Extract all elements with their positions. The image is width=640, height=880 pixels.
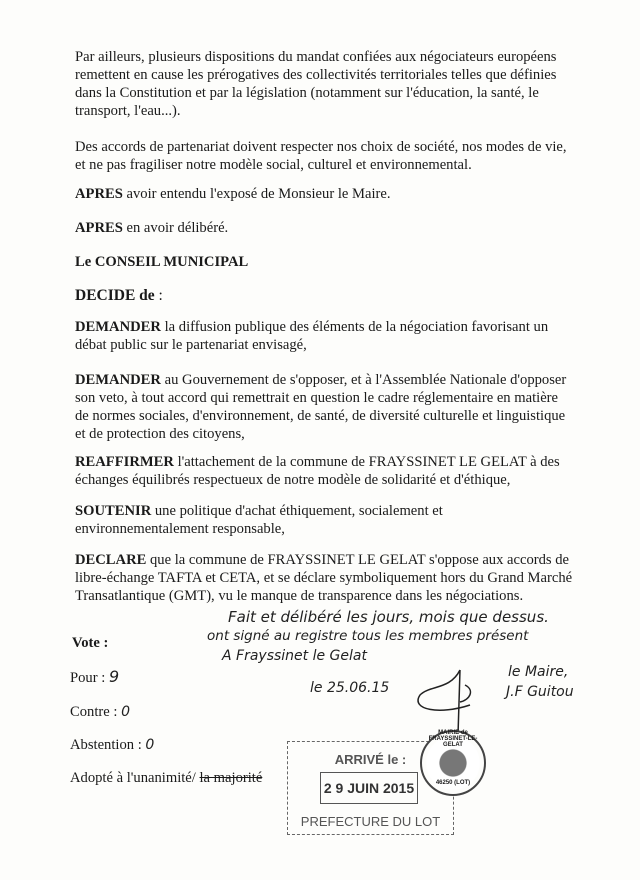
conseil-heading: Le CONSEIL MUNICIPAL xyxy=(75,254,249,270)
mairie-seal xyxy=(420,730,486,796)
value: 0 xyxy=(145,737,155,753)
label: Pour : xyxy=(70,670,106,686)
text: : xyxy=(154,287,163,304)
label: Adopté à l'unanimité/ xyxy=(70,770,196,786)
value: 0 xyxy=(121,704,131,720)
paragraph-partenariat: Des accords de partenariat doivent respecter nos choix de société, nos modes de vie, et ne pas fragiliser notre modèle social, culturel et environnemental. xyxy=(75,139,567,173)
text: au Gouvernement de s'opposer, et à l'Assemblée Nationale d'opposer son veto, à tout accord qui remettrait en question le cadre réglementaire en matière de normes sociales, d'environnement, de santé, de diversité culturelle et linguistique et de protection des citoyens, xyxy=(75,372,567,442)
keyword: SOUTENIR xyxy=(75,503,152,519)
keyword: DECIDE de xyxy=(75,287,155,304)
paragraph-soutenir xyxy=(75,502,575,538)
handwritten-line-2: ont signé au registre tous les membres présent xyxy=(207,628,529,644)
keyword: DECLARE xyxy=(75,552,147,568)
label: Contre : xyxy=(70,704,118,720)
stamp-footer: PREFECTURE DU LOT xyxy=(300,814,441,829)
paragraph-prerogatives: Par ailleurs, plusieurs dispositions du mandat confiées aux négociateurs européens remettent en cause les prérogatives des collectivités territoriales telles que définies dans la Constitution et par la législation (notamment sur l'éducation, la santé, le transport, l'eau...). xyxy=(75,49,557,119)
keyword: REAFFIRMER xyxy=(75,454,174,470)
paragraph-reaffirmer xyxy=(75,453,575,489)
seal-top-text: MAIRIE de FRAYSSINET-LE-GELAT xyxy=(428,730,478,748)
handwritten-date: le 25.06.15 xyxy=(310,680,390,696)
paragraph-declare xyxy=(75,551,575,605)
handwritten-name: J.F Guitou xyxy=(506,684,574,700)
keyword: DEMANDER xyxy=(75,319,161,335)
paragraph-demander-1 xyxy=(75,318,575,354)
paragraph-demander-2 xyxy=(75,371,575,443)
text: une politique d'achat éthiquement, socialement et environnementalement responsable, xyxy=(75,503,443,537)
stamp-date: 2 9 JUIN 2015 xyxy=(320,772,418,804)
struck-text: la majorité xyxy=(199,770,263,786)
keyword: APRES xyxy=(75,220,123,236)
paragraph-apres-expose xyxy=(75,185,575,203)
text: l'attachement de la commune de FRAYSSINET LE GELAT à des échanges équilibrés respectueux de notre modèle de solidarité et d'éthique, xyxy=(75,454,560,488)
text: la diffusion publique des éléments de la négociation favorisant un débat public sur le partenariat envisagé, xyxy=(75,319,549,353)
paragraph-apres-delibere xyxy=(75,219,575,237)
keyword: DEMANDER xyxy=(75,372,161,388)
signature xyxy=(410,660,500,740)
value: 9 xyxy=(108,667,120,686)
handwritten-maire: le Maire, xyxy=(508,664,569,680)
text: avoir entendu l'exposé de Monsieur le Maire. xyxy=(122,186,391,202)
text: que la commune de FRAYSSINET LE GELAT s'oppose aux accords de libre-échange TAFTA et CETA, et se déclare symboliquement hors du Grand Marché Transatlantique (GMT), vu le manque de transparence dans les négociations. xyxy=(75,552,573,604)
handwritten-line-1: Fait et délibéré les jours, mois que dessus. xyxy=(228,608,549,626)
keyword: APRES xyxy=(75,186,123,202)
decide-heading xyxy=(75,287,575,305)
seal-bottom-text: 46250 (LOT) xyxy=(435,780,471,786)
handwritten-place: A Frayssinet le Gelat xyxy=(222,648,367,664)
text: en avoir délibéré. xyxy=(122,220,229,236)
label: Abstention : xyxy=(70,737,142,753)
stamp-title: ARRIVÉ le : xyxy=(334,752,407,767)
vote-heading: Vote : xyxy=(72,635,109,651)
